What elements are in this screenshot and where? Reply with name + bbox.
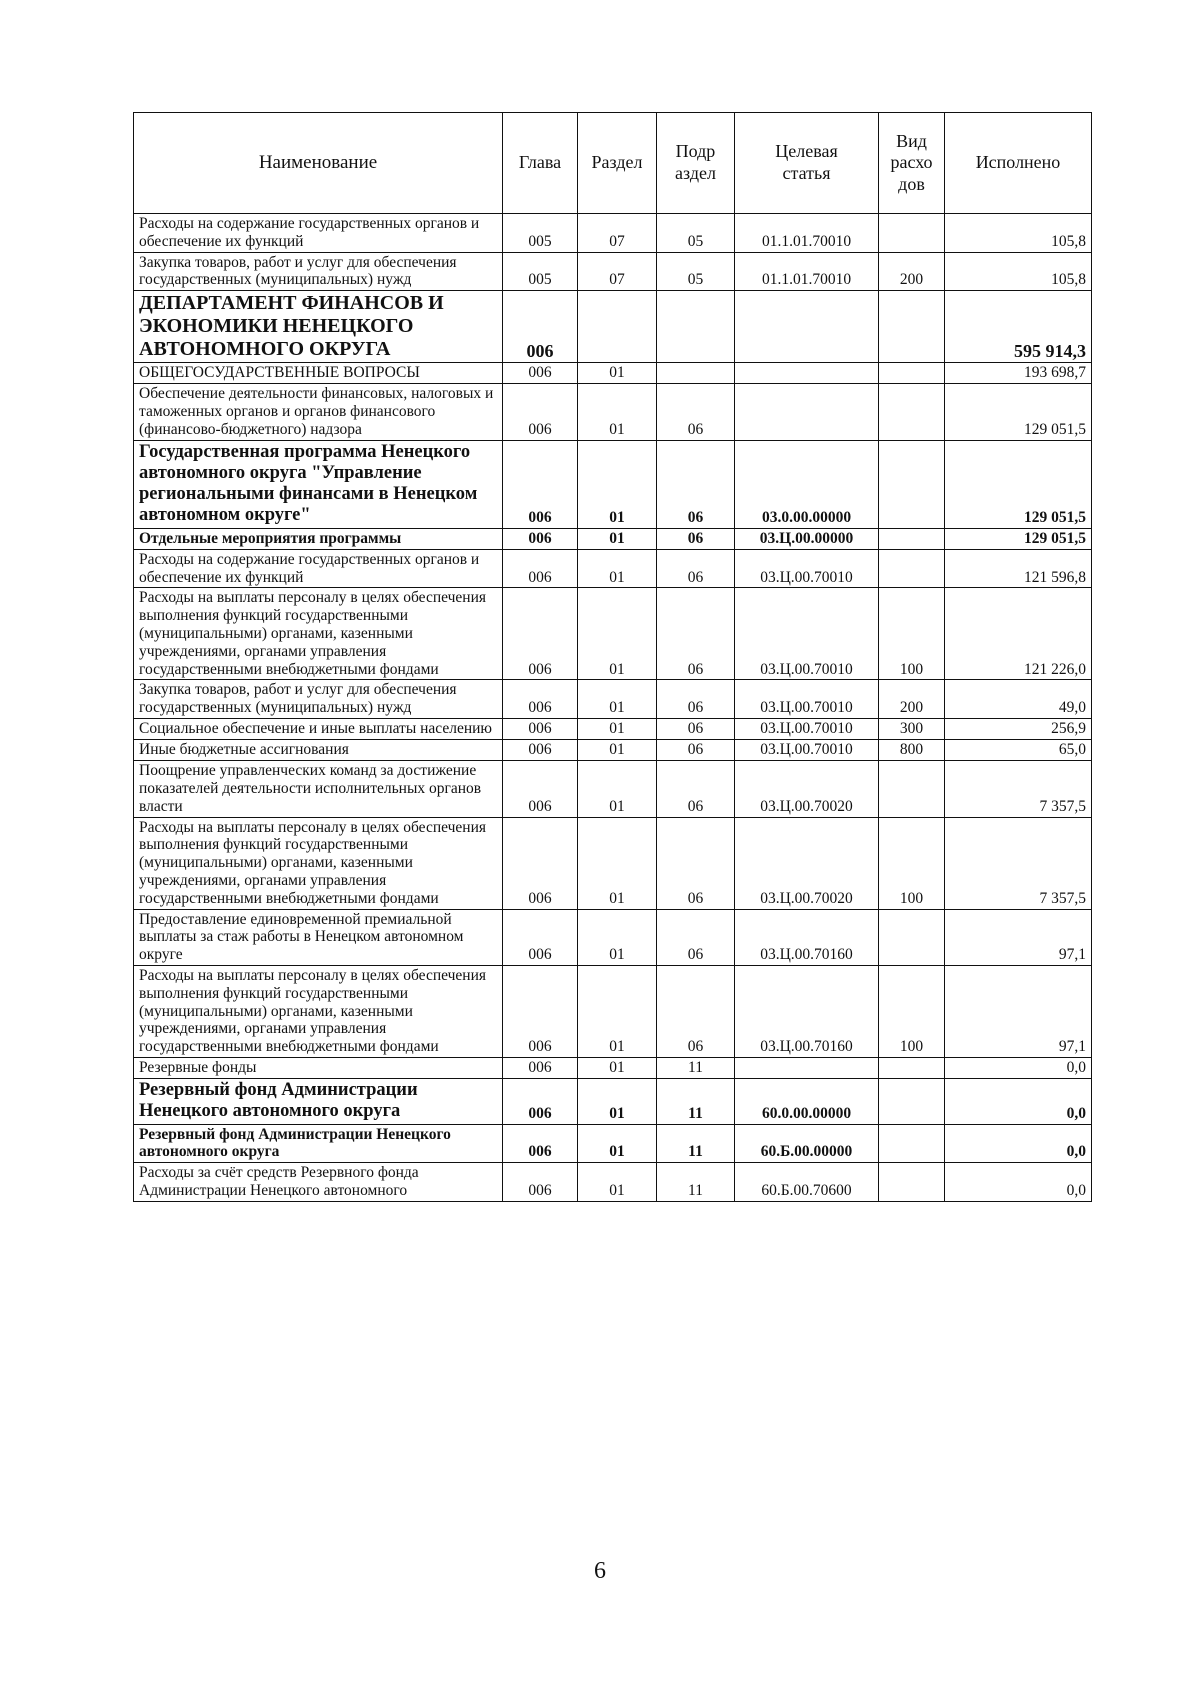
row-chapter-cell: 006 — [503, 1163, 578, 1202]
row-section-cell: 07 — [578, 214, 657, 253]
row-chapter-cell: 006 — [503, 528, 578, 549]
row-amount-cell: 97,1 — [945, 966, 1092, 1058]
row-section-cell: 01 — [578, 528, 657, 549]
header-expense-type: Вид расхо дов — [879, 113, 945, 214]
row-name-cell: Расходы на выплаты персоналу в целях обеспечения выполнения функций государственными (муниципальными) органами, казенными учреждениями, органами управления государственными внебюджетными фондами — [134, 588, 503, 680]
table-row — [134, 588, 1092, 680]
row-target-cell: 60.0.00.00000 — [735, 1079, 879, 1125]
row-type-cell — [879, 549, 945, 588]
row-section-cell — [578, 291, 657, 363]
row-section-cell: 01 — [578, 1058, 657, 1079]
row-chapter-cell: 006 — [503, 384, 578, 440]
row-type-cell — [879, 1163, 945, 1202]
row-target-cell: 60.Б.00.00000 — [735, 1124, 879, 1163]
row-type-cell — [879, 214, 945, 253]
row-name-cell: Резервный фонд Администрации Ненецкого автономного округа — [134, 1124, 503, 1163]
row-target-cell: 03.Ц.00.70020 — [735, 761, 879, 817]
row-amount-cell: 0,0 — [945, 1058, 1092, 1079]
row-name-cell: Поощрение управленческих команд за достижение показателей деятельности исполнительных органов власти — [134, 761, 503, 817]
row-name-cell: Закупка товаров, работ и услуг для обеспечения государственных (муниципальных) нужд — [134, 252, 503, 291]
row-type-cell — [879, 761, 945, 817]
row-amount-cell: 7 357,5 — [945, 817, 1092, 909]
row-amount-cell: 129 051,5 — [945, 384, 1092, 440]
table-row — [134, 291, 1092, 363]
row-subsection-cell: 11 — [657, 1058, 735, 1079]
row-type-cell — [879, 1058, 945, 1079]
row-target-cell: 01.1.01.70010 — [735, 214, 879, 253]
row-name-cell: Государственная программа Ненецкого автономного округа "Управление региональными финансами в Ненецком автономном округе" — [134, 440, 503, 528]
table-row — [134, 966, 1092, 1058]
header-chapter: Глава — [503, 113, 578, 214]
row-chapter-cell: 006 — [503, 680, 578, 719]
row-name-cell: Обеспечение деятельности финансовых, налоговых и таможенных органов и органов финансового (финансово-бюджетного) надзора — [134, 384, 503, 440]
row-amount-cell: 193 698,7 — [945, 363, 1092, 384]
table-row — [134, 1058, 1092, 1079]
row-chapter-cell: 006 — [503, 719, 578, 740]
row-type-cell: 200 — [879, 680, 945, 719]
row-amount-cell: 129 051,5 — [945, 440, 1092, 528]
row-subsection-cell: 06 — [657, 384, 735, 440]
row-section-cell: 01 — [578, 363, 657, 384]
row-section-cell: 01 — [578, 680, 657, 719]
row-amount-cell: 49,0 — [945, 680, 1092, 719]
table-row — [134, 1124, 1092, 1163]
row-type-cell: 800 — [879, 740, 945, 761]
row-name-cell: Расходы на выплаты персоналу в целях обеспечения выполнения функций государственными (муниципальными) органами, казенными учреждениями, органами управления государственными внебюджетными фондами — [134, 966, 503, 1058]
row-amount-cell: 595 914,3 — [945, 291, 1092, 363]
row-name-cell: Отдельные мероприятия программы — [134, 528, 503, 549]
row-chapter-cell: 006 — [503, 1079, 578, 1125]
row-type-cell — [879, 1124, 945, 1163]
header-section: Раздел — [578, 113, 657, 214]
row-section-cell: 01 — [578, 761, 657, 817]
row-type-cell — [879, 363, 945, 384]
row-section-cell: 01 — [578, 817, 657, 909]
row-target-cell: 03.Ц.00.70160 — [735, 909, 879, 965]
row-chapter-cell: 006 — [503, 1058, 578, 1079]
row-section-cell: 01 — [578, 588, 657, 680]
table-row — [134, 214, 1092, 253]
row-section-cell: 01 — [578, 740, 657, 761]
row-target-cell: 03.Ц.00.70010 — [735, 740, 879, 761]
row-target-cell: 01.1.01.70010 — [735, 252, 879, 291]
row-chapter-cell: 005 — [503, 252, 578, 291]
row-subsection-cell: 06 — [657, 817, 735, 909]
row-section-cell: 01 — [578, 549, 657, 588]
row-amount-cell: 0,0 — [945, 1163, 1092, 1202]
row-section-cell: 01 — [578, 1163, 657, 1202]
row-name-cell: Предоставление единовременной премиальной выплаты за стаж работы в Ненецком автономном округе — [134, 909, 503, 965]
header-subsection: Подр аздел — [657, 113, 735, 214]
row-section-cell: 01 — [578, 909, 657, 965]
row-subsection-cell: 11 — [657, 1163, 735, 1202]
table-row — [134, 549, 1092, 588]
row-amount-cell: 121 226,0 — [945, 588, 1092, 680]
row-target-cell: 03.Ц.00.70010 — [735, 719, 879, 740]
budget-execution-table — [133, 112, 1092, 1202]
row-type-cell — [879, 291, 945, 363]
row-name-cell: Расходы на выплаты персоналу в целях обеспечения выполнения функций государственными (муниципальными) органами, казенными учреждениями, органами управления государственными внебюджетными фондами — [134, 817, 503, 909]
row-subsection-cell: 06 — [657, 719, 735, 740]
row-name-cell: Расходы на содержание государственных органов и обеспечение их функций — [134, 549, 503, 588]
row-section-cell: 01 — [578, 1124, 657, 1163]
row-chapter-cell: 006 — [503, 817, 578, 909]
row-amount-cell: 105,8 — [945, 252, 1092, 291]
table-row — [134, 1079, 1092, 1125]
row-chapter-cell: 006 — [503, 549, 578, 588]
table-header-row — [134, 113, 1092, 214]
row-target-cell: 03.Ц.00.70020 — [735, 817, 879, 909]
row-subsection-cell: 06 — [657, 440, 735, 528]
row-subsection-cell: 06 — [657, 528, 735, 549]
page-number: 6 — [594, 1558, 606, 1584]
row-chapter-cell: 006 — [503, 740, 578, 761]
header-name: Наименование — [134, 113, 503, 214]
row-type-cell: 100 — [879, 966, 945, 1058]
row-amount-cell: 0,0 — [945, 1079, 1092, 1125]
row-chapter-cell: 005 — [503, 214, 578, 253]
row-subsection-cell: 06 — [657, 966, 735, 1058]
row-subsection-cell: 05 — [657, 252, 735, 291]
row-chapter-cell: 006 — [503, 291, 578, 363]
row-type-cell: 300 — [879, 719, 945, 740]
row-target-cell: 03.Ц.00.70160 — [735, 966, 879, 1058]
table-row — [134, 719, 1092, 740]
row-subsection-cell: 06 — [657, 740, 735, 761]
row-section-cell: 01 — [578, 966, 657, 1058]
table-row — [134, 384, 1092, 440]
row-chapter-cell: 006 — [503, 363, 578, 384]
row-target-cell — [735, 363, 879, 384]
row-type-cell — [879, 384, 945, 440]
table-row — [134, 1163, 1092, 1202]
row-subsection-cell: 11 — [657, 1124, 735, 1163]
row-amount-cell: 256,9 — [945, 719, 1092, 740]
row-subsection-cell: 06 — [657, 680, 735, 719]
row-amount-cell: 97,1 — [945, 909, 1092, 965]
row-type-cell: 200 — [879, 252, 945, 291]
row-name-cell: Закупка товаров, работ и услуг для обеспечения государственных (муниципальных) нужд — [134, 680, 503, 719]
row-subsection-cell — [657, 291, 735, 363]
row-name-cell: Резервные фонды — [134, 1058, 503, 1079]
row-amount-cell: 0,0 — [945, 1124, 1092, 1163]
row-amount-cell: 65,0 — [945, 740, 1092, 761]
row-name-cell: ДЕПАРТАМЕНТ ФИНАНСОВ И ЭКОНОМИКИ НЕНЕЦКОГО АВТОНОМНОГО ОКРУГА — [134, 291, 503, 363]
row-subsection-cell: 11 — [657, 1079, 735, 1125]
table-row — [134, 680, 1092, 719]
row-target-cell: 03.Ц.00.00000 — [735, 528, 879, 549]
row-chapter-cell: 006 — [503, 588, 578, 680]
row-amount-cell: 105,8 — [945, 214, 1092, 253]
row-target-cell: 60.Б.00.70600 — [735, 1163, 879, 1202]
row-target-cell: 03.Ц.00.70010 — [735, 588, 879, 680]
row-type-cell — [879, 909, 945, 965]
table-row — [134, 817, 1092, 909]
table-row — [134, 909, 1092, 965]
row-chapter-cell: 006 — [503, 909, 578, 965]
row-type-cell: 100 — [879, 588, 945, 680]
row-name-cell: Иные бюджетные ассигнования — [134, 740, 503, 761]
row-chapter-cell: 006 — [503, 966, 578, 1058]
table-body — [134, 214, 1092, 1202]
row-name-cell: Расходы на содержание государственных органов и обеспечение их функций — [134, 214, 503, 253]
row-amount-cell: 7 357,5 — [945, 761, 1092, 817]
row-subsection-cell: 06 — [657, 549, 735, 588]
row-subsection-cell: 06 — [657, 761, 735, 817]
table-row — [134, 761, 1092, 817]
header-target-article: Целевая статья — [735, 113, 879, 214]
row-target-cell — [735, 291, 879, 363]
row-subsection-cell: 06 — [657, 909, 735, 965]
row-target-cell: 03.Ц.00.70010 — [735, 549, 879, 588]
table-row — [134, 528, 1092, 549]
row-name-cell: Резервный фонд Администрации Ненецкого автономного округа — [134, 1079, 503, 1125]
row-subsection-cell — [657, 363, 735, 384]
row-type-cell — [879, 528, 945, 549]
row-subsection-cell: 06 — [657, 588, 735, 680]
row-type-cell — [879, 1079, 945, 1125]
table-row — [134, 252, 1092, 291]
row-section-cell: 01 — [578, 440, 657, 528]
header-executed: Исполнено — [945, 113, 1092, 214]
row-chapter-cell: 006 — [503, 761, 578, 817]
row-amount-cell: 129 051,5 — [945, 528, 1092, 549]
table-row — [134, 740, 1092, 761]
table-row — [134, 363, 1092, 384]
row-section-cell: 01 — [578, 384, 657, 440]
row-target-cell: 03.Ц.00.70010 — [735, 680, 879, 719]
row-type-cell: 100 — [879, 817, 945, 909]
row-section-cell: 01 — [578, 719, 657, 740]
row-section-cell: 01 — [578, 1079, 657, 1125]
row-chapter-cell: 006 — [503, 440, 578, 528]
row-target-cell — [735, 1058, 879, 1079]
row-amount-cell: 121 596,8 — [945, 549, 1092, 588]
row-type-cell — [879, 440, 945, 528]
table-row — [134, 440, 1092, 528]
row-chapter-cell: 006 — [503, 1124, 578, 1163]
row-target-cell — [735, 384, 879, 440]
row-name-cell: Расходы за счёт средств Резервного фонда Администрации Ненецкого автономного — [134, 1163, 503, 1202]
row-name-cell: ОБЩЕГОСУДАРСТВЕННЫЕ ВОПРОСЫ — [134, 363, 503, 384]
row-target-cell: 03.0.00.00000 — [735, 440, 879, 528]
row-section-cell: 07 — [578, 252, 657, 291]
row-name-cell: Социальное обеспечение и иные выплаты населению — [134, 719, 503, 740]
row-subsection-cell: 05 — [657, 214, 735, 253]
